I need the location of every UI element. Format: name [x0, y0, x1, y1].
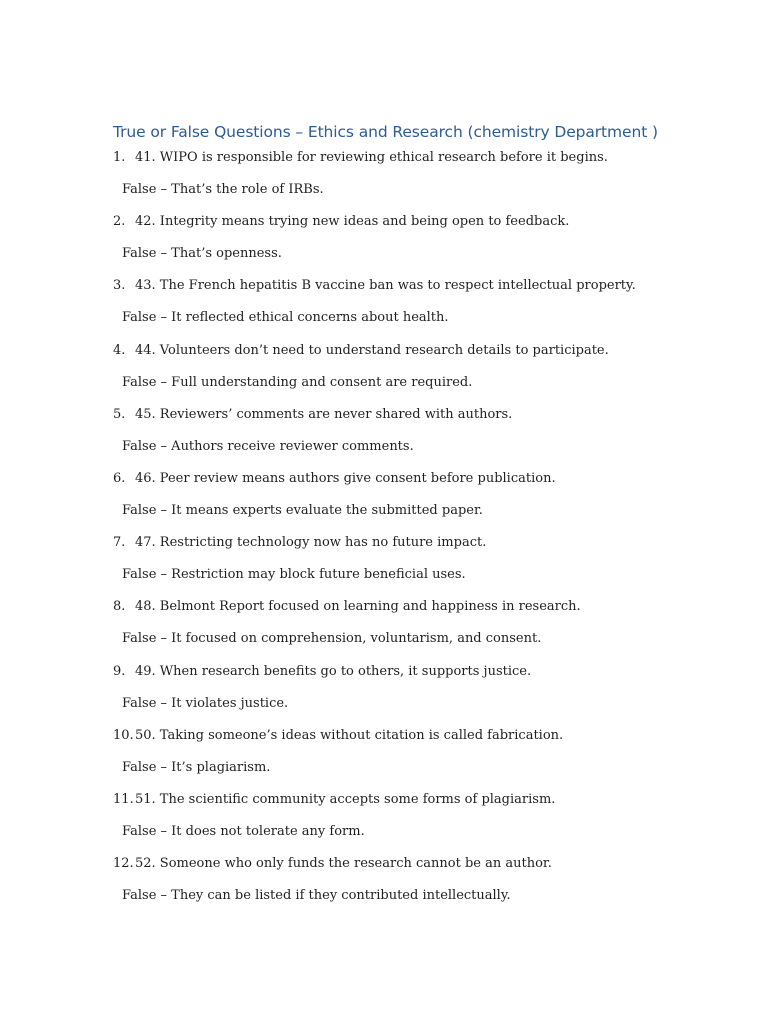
question-item [0, 212, 768, 276]
question-line [113, 854, 552, 874]
answer-text: False – Restriction may block future beneficial uses. [122, 567, 466, 583]
question-item [0, 790, 768, 854]
question-text: 43. The French hepatitis B vaccine ban was to respect intellectual property. [135, 278, 636, 294]
question-number: 10. [113, 727, 134, 743]
answer-text: False – That’s the role of IRBs. [122, 182, 324, 197]
question-line [113, 533, 486, 553]
question-line [113, 405, 512, 425]
question-number: 11. [113, 791, 134, 807]
answer-text: False – That’s openness. [122, 246, 282, 262]
question-item [0, 469, 768, 533]
question-item [0, 341, 768, 405]
question-number: 3. [113, 278, 126, 294]
question-item [0, 533, 768, 597]
answer-text: False – It’s plagiarism. [122, 759, 271, 775]
question-line [113, 597, 581, 617]
question-item [0, 854, 768, 918]
question-item [0, 148, 768, 212]
question-text: 44. Volunteers don’t need to understand research details to participate. [135, 342, 609, 358]
question-line [113, 148, 608, 168]
question-line [113, 790, 555, 810]
answer-text: False – Full understanding and consent are required. [122, 374, 473, 390]
answer-text: False – It does not tolerate any form. [122, 823, 365, 839]
question-text: 50. Taking someone’s ideas without citation is called fabrication. [135, 727, 564, 743]
document-title: True or False Questions – Ethics and Research (chemistry Department ) [113, 123, 658, 141]
question-text: 42. Integrity means trying new ideas and being open to feedback. [135, 214, 570, 230]
question-item [0, 405, 768, 469]
question-line [113, 212, 569, 232]
question-line [113, 341, 609, 361]
question-number: 8. [113, 599, 126, 615]
answer-text: False – Authors receive reviewer comments. [122, 438, 414, 454]
question-text: 48. Belmont Report focused on learning and happiness in research. [135, 599, 581, 615]
answer-text: False – It focused on comprehension, voluntarism, and consent. [122, 631, 542, 647]
question-item [0, 726, 768, 790]
question-number: 7. [113, 535, 126, 551]
question-list [0, 148, 768, 918]
question-number: 5. [113, 406, 126, 422]
question-text: 51. The scientific community accepts some forms of plagiarism. [135, 791, 556, 807]
question-number: 9. [113, 663, 126, 679]
question-number: 12. [113, 856, 134, 872]
question-item [0, 597, 768, 661]
question-item [0, 276, 768, 340]
answer-text: False – They can be listed if they contributed intellectually. [122, 888, 511, 904]
answer-text: False – It means experts evaluate the submitted paper. [122, 502, 483, 518]
question-text: 49. When research benefits go to others, it supports justice. [135, 663, 532, 679]
answer-text: False – It reflected ethical concerns about health. [122, 310, 449, 326]
question-number: 6. [113, 470, 126, 486]
question-line [113, 469, 556, 489]
answer-text: False – It violates justice. [122, 695, 289, 711]
question-text: 47. Restricting technology now has no future impact. [135, 535, 487, 551]
question-text: 46. Peer review means authors give consent before publication. [135, 470, 556, 486]
question-line [113, 726, 563, 746]
question-text: 45. Reviewers’ comments are never shared with authors. [135, 406, 513, 422]
question-line [113, 276, 636, 296]
question-text: 52. Someone who only funds the research cannot be an author. [135, 856, 552, 872]
question-number: 4. [113, 342, 126, 358]
question-number: 2. [113, 214, 126, 230]
question-line [113, 662, 531, 682]
question-number: 1. [113, 150, 126, 165]
question-text: 41. WIPO is responsible for reviewing ethical research before it begins. [135, 150, 608, 165]
question-item [0, 662, 768, 726]
